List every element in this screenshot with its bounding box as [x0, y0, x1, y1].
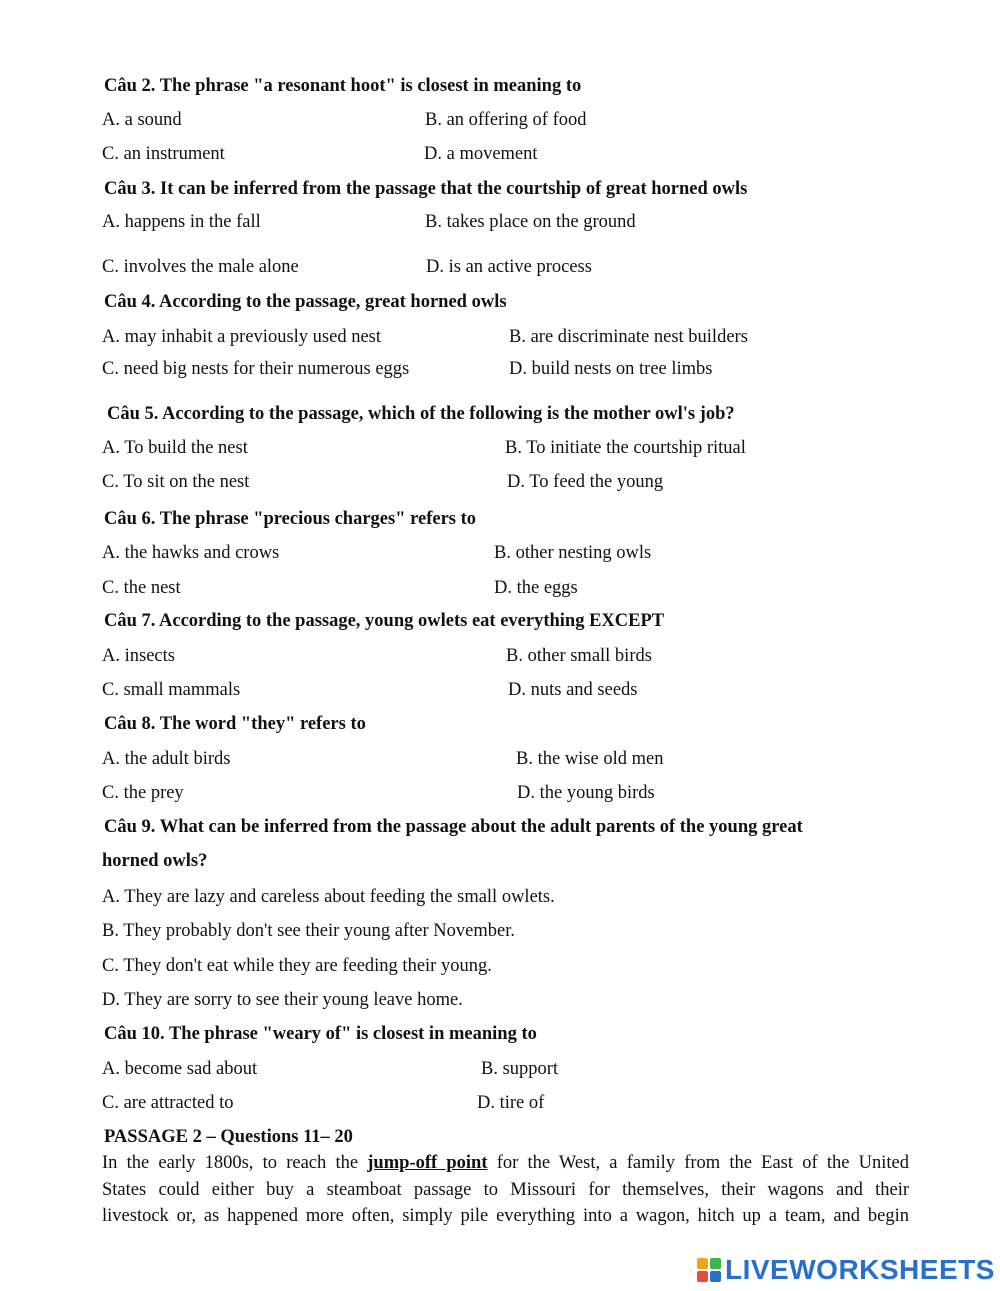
question-10-option-a[interactable]: A. become sad about: [102, 1059, 258, 1079]
question-9-stem-continued: horned owls?: [102, 851, 208, 871]
question-9-option-b[interactable]: B. They probably don't see their young after November.: [102, 921, 515, 941]
question-8-option-b[interactable]: B. the wise old men: [516, 749, 664, 769]
question-10-option-c[interactable]: C. are attracted to: [102, 1093, 234, 1113]
liveworksheets-logo: [697, 1252, 995, 1288]
question-7-option-b[interactable]: B. other small birds: [506, 646, 652, 666]
question-2-option-c[interactable]: C. an instrument: [102, 144, 225, 164]
question-3-stem: Câu 3. It can be inferred from the passage that the courtship of great horned owls: [104, 179, 748, 199]
question-2-option-a[interactable]: A. a sound: [102, 110, 182, 130]
question-6-option-a[interactable]: A. the hawks and crows: [102, 543, 280, 563]
question-3-option-d[interactable]: D. is an active process: [426, 257, 592, 277]
question-2-stem: Câu 2. The phrase "a resonant hoot" is closest in meaning to: [104, 76, 582, 96]
question-5-option-c[interactable]: C. To sit on the nest: [102, 472, 250, 492]
question-7-option-a[interactable]: A. insects: [102, 646, 175, 666]
question-4-option-d[interactable]: D. build nests on tree limbs: [509, 359, 713, 379]
question-7-option-d[interactable]: D. nuts and seeds: [508, 680, 638, 700]
question-8-option-a[interactable]: A. the adult birds: [102, 749, 231, 769]
question-6-option-d[interactable]: D. the eggs: [494, 578, 578, 598]
question-3-option-a[interactable]: A. happens in the fall: [102, 212, 261, 232]
passage-2-heading: PASSAGE 2 – Questions 11– 20: [104, 1127, 353, 1147]
question-4-stem: Câu 4. According to the passage, great horned owls: [104, 292, 507, 312]
question-8-option-c[interactable]: C. the prey: [102, 783, 184, 803]
question-5-option-b[interactable]: B. To initiate the courtship ritual: [505, 438, 746, 458]
question-7-stem: Câu 7. According to the passage, young owlets eat everything EXCEPT: [104, 611, 665, 631]
question-8-option-d[interactable]: D. the young birds: [517, 783, 655, 803]
question-6-option-b[interactable]: B. other nesting owls: [494, 543, 652, 563]
question-8-stem: Câu 8. The word "they" refers to: [104, 714, 366, 734]
question-5-option-d[interactable]: D. To feed the young: [507, 472, 664, 492]
question-4-option-c[interactable]: C. need big nests for their numerous eggs: [102, 359, 410, 379]
question-5-stem: Câu 5. According to the passage, which of the following is the mother owl's job?: [107, 404, 735, 424]
question-4-option-a[interactable]: A. may inhabit a previously used nest: [102, 327, 381, 347]
passage-2-text: [102, 1150, 909, 1230]
question-3-option-b[interactable]: B. takes place on the ground: [425, 212, 636, 232]
liveworksheets-logo-text: LIVEWORKSHEETS: [725, 1254, 995, 1285]
question-2-option-b[interactable]: B. an offering of food: [425, 110, 587, 130]
question-6-option-c[interactable]: C. the nest: [102, 578, 181, 598]
question-5-option-a[interactable]: A. To build the nest: [102, 438, 248, 458]
question-9-option-c[interactable]: C. They don't eat while they are feeding their young.: [102, 956, 492, 976]
passage-2-line-2: States could either buy a steamboat passage to Missouri for themselves, their wagons and their: [102, 1179, 909, 1200]
question-2-option-d[interactable]: D. a movement: [424, 144, 538, 164]
liveworksheets-logo-icon: [697, 1258, 721, 1282]
question-10-option-d[interactable]: D. tire of: [477, 1093, 545, 1113]
passage-2-line-1: In the early 1800s, to reach the jump-off point for the West, a family from the East of the United: [102, 1153, 909, 1173]
question-6-stem: Câu 6. The phrase "precious charges" refers to: [104, 509, 477, 529]
question-7-option-c[interactable]: C. small mammals: [102, 680, 241, 700]
question-10-option-b[interactable]: B. support: [481, 1059, 559, 1079]
question-9-stem: Câu 9. What can be inferred from the passage about the adult parents of the young great: [104, 817, 803, 837]
jump-off-point-highlight: jump-off point: [367, 1153, 488, 1173]
question-4-option-b[interactable]: B. are discriminate nest builders: [509, 327, 748, 347]
question-3-option-c[interactable]: C. involves the male alone: [102, 257, 299, 277]
question-9-option-a[interactable]: A. They are lazy and careless about feeding the small owlets.: [102, 887, 555, 907]
question-9-option-d[interactable]: D. They are sorry to see their young leave home.: [102, 990, 463, 1010]
passage-2-line-3: livestock or, as happened more often, simply pile everything into a wagon, hitch up a team, and begin: [102, 1206, 909, 1226]
question-10-stem: Câu 10. The phrase "weary of" is closest in meaning to: [104, 1024, 537, 1044]
